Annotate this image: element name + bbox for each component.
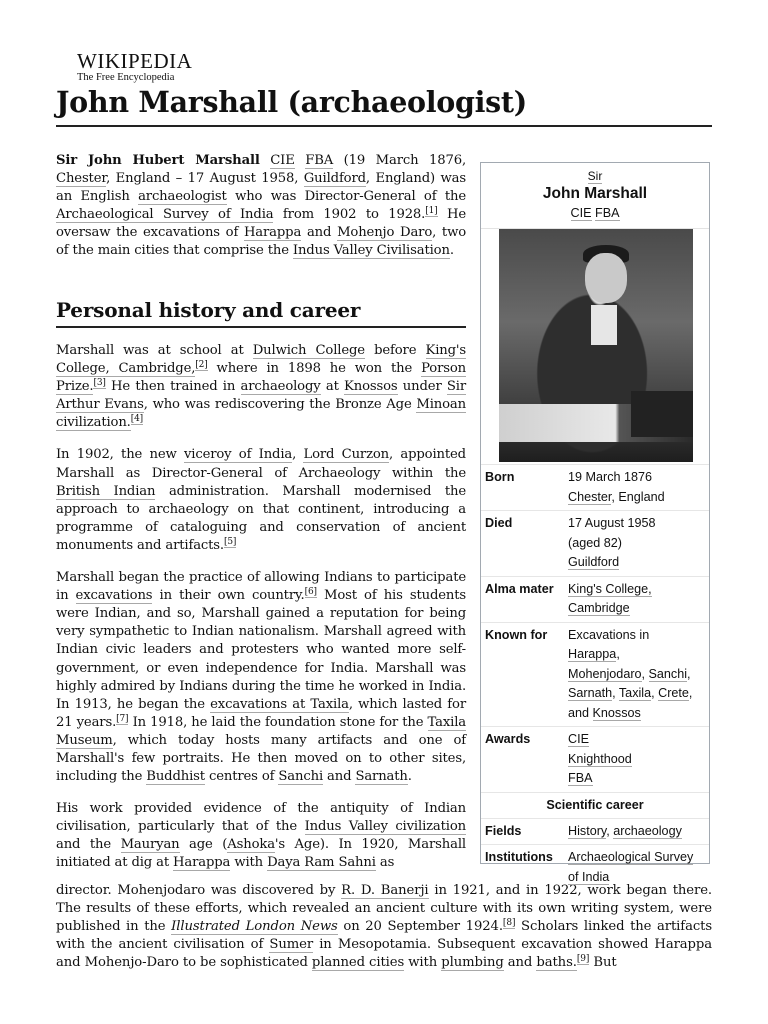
ref-3[interactable]: [3] xyxy=(93,378,106,389)
link-knossos[interactable]: Knossos xyxy=(344,379,398,395)
link-archaeology-infobox[interactable]: archaeology xyxy=(613,823,682,838)
link-archaeological-survey[interactable]: Archaeological Survey of India xyxy=(56,207,274,223)
ref-2[interactable]: [2] xyxy=(195,360,208,371)
text: Scholars linked the artifacts with the ancient civilisation of xyxy=(56,919,712,953)
text: before xyxy=(364,343,426,358)
portrait-photo[interactable] xyxy=(499,229,693,462)
link-harappa-2[interactable]: Harappa xyxy=(173,855,231,871)
ref-7[interactable]: [7] xyxy=(116,713,129,724)
section-heading: Personal history and career xyxy=(56,298,361,322)
text: , xyxy=(651,686,655,700)
link-sarnath[interactable]: Sarnath xyxy=(355,769,408,785)
text: where in 1898 he won the xyxy=(207,361,422,377)
lead-paragraph xyxy=(56,152,466,261)
text: from 1902 to 1928. xyxy=(273,207,426,223)
link-asi-infobox[interactable]: Archaeological Survey xyxy=(568,850,694,864)
text: and xyxy=(301,225,338,241)
text: in 1921, and in 1922, work began there. The results of these efforts, which revealed an ancient culture with its own writing system, were published in the xyxy=(56,883,712,935)
link-indus-valley-civilisation[interactable]: Indus Valley Civilisation xyxy=(292,243,450,259)
ref-6[interactable]: [6] xyxy=(304,587,317,598)
infobox-label: Awards xyxy=(481,727,563,793)
infobox-row-awards xyxy=(481,727,709,793)
link-viceroy-of-india[interactable]: viceroy of India xyxy=(183,447,293,463)
link-cambridge-infobox[interactable]: Cambridge xyxy=(568,601,630,615)
link-chester-infobox[interactable]: Chester xyxy=(568,489,612,504)
text: , England – 17 August 1958, xyxy=(106,171,304,187)
infobox-row-institutions xyxy=(481,845,709,891)
text: under xyxy=(397,379,447,395)
infobox-value xyxy=(563,622,709,727)
ref-9[interactable]: [9] xyxy=(576,954,590,965)
text: at xyxy=(320,379,345,395)
ref-8[interactable]: [8] xyxy=(502,918,516,929)
paragraph xyxy=(56,342,466,432)
text: in Mesopotamia. Subsequent excavation showed Harappa and Mohenjo-Daro to be sophisticated xyxy=(56,937,713,971)
text: , xyxy=(688,686,693,700)
infobox-label: Born xyxy=(481,465,563,511)
paragraph xyxy=(56,800,466,872)
text: , which today hosts many artifacts and one of Marshall's few portraits. He then moved on to other sites, including the xyxy=(56,732,466,785)
text: In 1918, he laid the foundation stone for the xyxy=(128,714,428,730)
photo-detail xyxy=(585,253,627,303)
infobox-label: Died xyxy=(481,511,563,577)
infobox-row-died xyxy=(481,511,709,577)
text: Most of his students were Indian, and so, Marshall gained a reputation for being very sympathetic to Indian nationalism. Marshall agreed with Indian civic leaders and protesters who wanted more self-government, or even independence for India. Marshall was highly admired by Indians during the time he worked in India. In 1913, he began the xyxy=(56,588,467,712)
link-archaeologist[interactable]: archaeologist xyxy=(138,189,227,205)
paragraph-continued xyxy=(56,882,712,972)
link-mauryan[interactable]: Mauryan xyxy=(120,837,180,853)
section-body xyxy=(56,342,466,887)
link-archaeology[interactable]: archaeology xyxy=(240,379,321,395)
infobox-label: Institutions xyxy=(481,845,563,891)
photo-detail xyxy=(631,391,693,437)
link-fba[interactable]: FBA xyxy=(305,153,334,168)
ref-1[interactable]: [1] xyxy=(425,206,438,217)
page-title: John Marshall (archaeologist) xyxy=(56,85,527,119)
paragraph xyxy=(56,569,466,786)
text: , xyxy=(616,647,620,661)
infobox-name: John Marshall xyxy=(542,185,648,202)
link-guildford[interactable]: Guildford xyxy=(303,171,366,187)
text: and xyxy=(568,705,593,720)
text: Marshall was at school at xyxy=(56,343,253,358)
text: His work provided evidence of the antiquity of Indian civilisation, particularly that of the xyxy=(56,801,466,835)
text: , England) was an English xyxy=(56,171,466,205)
link-asi-infobox-2[interactable]: of India xyxy=(568,869,610,884)
infobox-value xyxy=(563,845,709,891)
infobox-section-title: Scientific career xyxy=(481,792,709,818)
text: (19 March 1876, xyxy=(333,153,467,168)
infobox-value xyxy=(563,818,709,845)
link-harappa-infobox[interactable]: Harappa xyxy=(568,647,617,661)
infobox-header xyxy=(481,163,709,229)
link-cie-infobox[interactable]: CIE xyxy=(570,206,592,220)
link-kings-college-infobox[interactable]: King's College, xyxy=(568,581,652,596)
link-sanchi-infobox[interactable]: Sanchi xyxy=(648,666,688,681)
text: , who was rediscovering the Bronze Age xyxy=(143,397,417,413)
link-sumer[interactable]: Sumer xyxy=(269,937,314,953)
died-age: (aged 82) xyxy=(568,535,622,550)
link-fba-infobox[interactable]: FBA xyxy=(595,206,620,220)
link-award-cie[interactable]: CIE xyxy=(568,732,589,746)
link-porson-prize[interactable]: Porson Prize. xyxy=(56,361,466,395)
link-dulwich-college[interactable]: Dulwich College xyxy=(252,343,365,358)
link-cie[interactable]: CIE xyxy=(270,153,295,168)
text: He oversaw the excavations of xyxy=(56,207,466,241)
wikipedia-wordmark: WIKIPEDIA xyxy=(77,49,193,73)
text: . xyxy=(449,243,454,259)
died-date: 17 August 1958 xyxy=(568,516,656,530)
link-guildford-infobox[interactable]: Guildford xyxy=(568,555,620,569)
link-british-indian[interactable]: British Indian xyxy=(56,483,156,499)
infobox-label: Fields xyxy=(481,818,563,845)
wikipedia-logo[interactable] xyxy=(77,50,192,84)
ref-5[interactable]: [5] xyxy=(223,536,237,547)
link-baths[interactable]: baths. xyxy=(536,955,577,971)
text: , xyxy=(612,686,616,700)
link-rd-banerji[interactable]: R. D. Banerji xyxy=(341,883,429,898)
link-buddhist[interactable]: Buddhist xyxy=(146,769,205,785)
text: director. Mohenjodaro was discovered by xyxy=(56,883,342,898)
infobox-row-known-for xyxy=(481,622,709,727)
link-mohenjo-daro[interactable]: Mohenjo Daro xyxy=(337,225,433,241)
link-indus-valley-civilization[interactable]: Indus Valley civilization xyxy=(304,819,466,835)
ref-4[interactable]: [4] xyxy=(130,414,144,425)
link-lord-curzon[interactable]: Lord Curzon xyxy=(303,447,390,463)
link-plumbing[interactable]: plumbing xyxy=(441,955,504,971)
infobox-row-alma-mater xyxy=(481,576,709,622)
link-daya-ram-sahni[interactable]: Daya Ram Sahni xyxy=(267,855,376,871)
link-award-fba[interactable]: FBA xyxy=(568,771,593,785)
text: , appointed Marshall as Director-General of Archaeology within the xyxy=(56,447,466,481)
text: , xyxy=(641,666,646,681)
text: Excavations in xyxy=(568,627,650,642)
text: age ( xyxy=(179,837,228,853)
text: But xyxy=(589,955,617,971)
text: administration. Marshall modernised the approach to archaeology on that continent, introducing a programme of cataloguing and conservation of ancient monuments and artifacts. xyxy=(56,483,466,553)
link-mohenjodaro-infobox[interactable]: Mohenjodaro xyxy=(568,666,642,681)
text: in their own country. xyxy=(152,588,305,604)
link-harappa[interactable]: Harappa xyxy=(243,225,302,241)
text: , xyxy=(687,666,691,681)
link-taxila-museum[interactable]: Taxila Museum xyxy=(56,714,466,748)
text: In 1902, the new xyxy=(56,447,184,463)
section-divider xyxy=(56,326,466,328)
subject-name: Sir John Hubert Marshall xyxy=(56,153,260,168)
infobox-section-scientific-career xyxy=(481,792,709,818)
link-sarnath-infobox[interactable]: Sarnath xyxy=(568,686,613,700)
text: and xyxy=(323,769,356,785)
wikipedia-tagline: The Free Encyclopedia xyxy=(77,72,175,83)
text: Marshall began the practice of allowing Indians to participate in xyxy=(56,570,466,604)
link-award-knighthood[interactable]: Knighthood xyxy=(568,751,632,766)
text: who was Director-General of the xyxy=(226,189,466,205)
link-arthur-evans[interactable]: Sir Arthur Evans xyxy=(56,379,466,413)
link-crete-infobox[interactable]: Crete xyxy=(658,686,689,700)
link-planned-cities[interactable]: planned cities xyxy=(311,955,405,971)
link-sir[interactable]: Sir xyxy=(587,169,603,183)
infobox-label: Known for xyxy=(481,622,563,727)
infobox-label: Alma mater xyxy=(481,576,563,622)
text: as xyxy=(375,855,395,871)
text: and the xyxy=(56,837,121,853)
text: , which lasted for 21 years. xyxy=(56,696,466,730)
text: and xyxy=(503,955,537,971)
text: with xyxy=(404,955,442,971)
link-knossos-infobox[interactable]: Knossos xyxy=(592,705,641,720)
link-chester[interactable]: Chester xyxy=(56,171,107,187)
link-excavations-at-taxila[interactable]: excavations at Taxila xyxy=(210,696,349,712)
infobox-table xyxy=(481,464,709,890)
paragraph xyxy=(56,446,466,555)
text: , England xyxy=(611,489,665,504)
text: , two of the main cities that comprise the xyxy=(56,225,467,259)
infobox-row-fields xyxy=(481,818,709,845)
link-excavations[interactable]: excavations xyxy=(75,588,153,604)
text: with xyxy=(230,855,268,871)
infobox-row-born xyxy=(481,465,709,511)
born-date: 19 March 1876 xyxy=(568,470,653,484)
link-minoan-civilization[interactable]: Minoan civilization. xyxy=(56,397,466,431)
link-ashoka[interactable]: Ashoka xyxy=(227,837,275,853)
text: . xyxy=(407,769,412,785)
link-sanchi[interactable]: Sanchi xyxy=(278,769,324,785)
infobox-value xyxy=(563,465,709,511)
text: 's Age). In 1920, Marshall initiated at dig at xyxy=(56,837,466,871)
text: , xyxy=(292,447,304,463)
link-taxila-infobox[interactable]: Taxila xyxy=(618,686,652,700)
text: centres of xyxy=(204,769,279,785)
link-illustrated-london-news[interactable]: Illustrated London News xyxy=(171,919,338,935)
link-history[interactable]: History xyxy=(568,823,607,838)
infobox xyxy=(480,162,710,884)
infobox-value xyxy=(563,511,709,577)
title-divider xyxy=(56,125,712,127)
text: on 20 September 1924. xyxy=(337,919,503,935)
link-kings-college[interactable]: King's College, Cambridge, xyxy=(56,343,466,377)
infobox-value xyxy=(563,576,709,622)
text: , xyxy=(606,823,610,838)
photo-detail xyxy=(591,305,617,345)
text: He then trained in xyxy=(105,379,241,395)
infobox-value xyxy=(563,727,709,793)
